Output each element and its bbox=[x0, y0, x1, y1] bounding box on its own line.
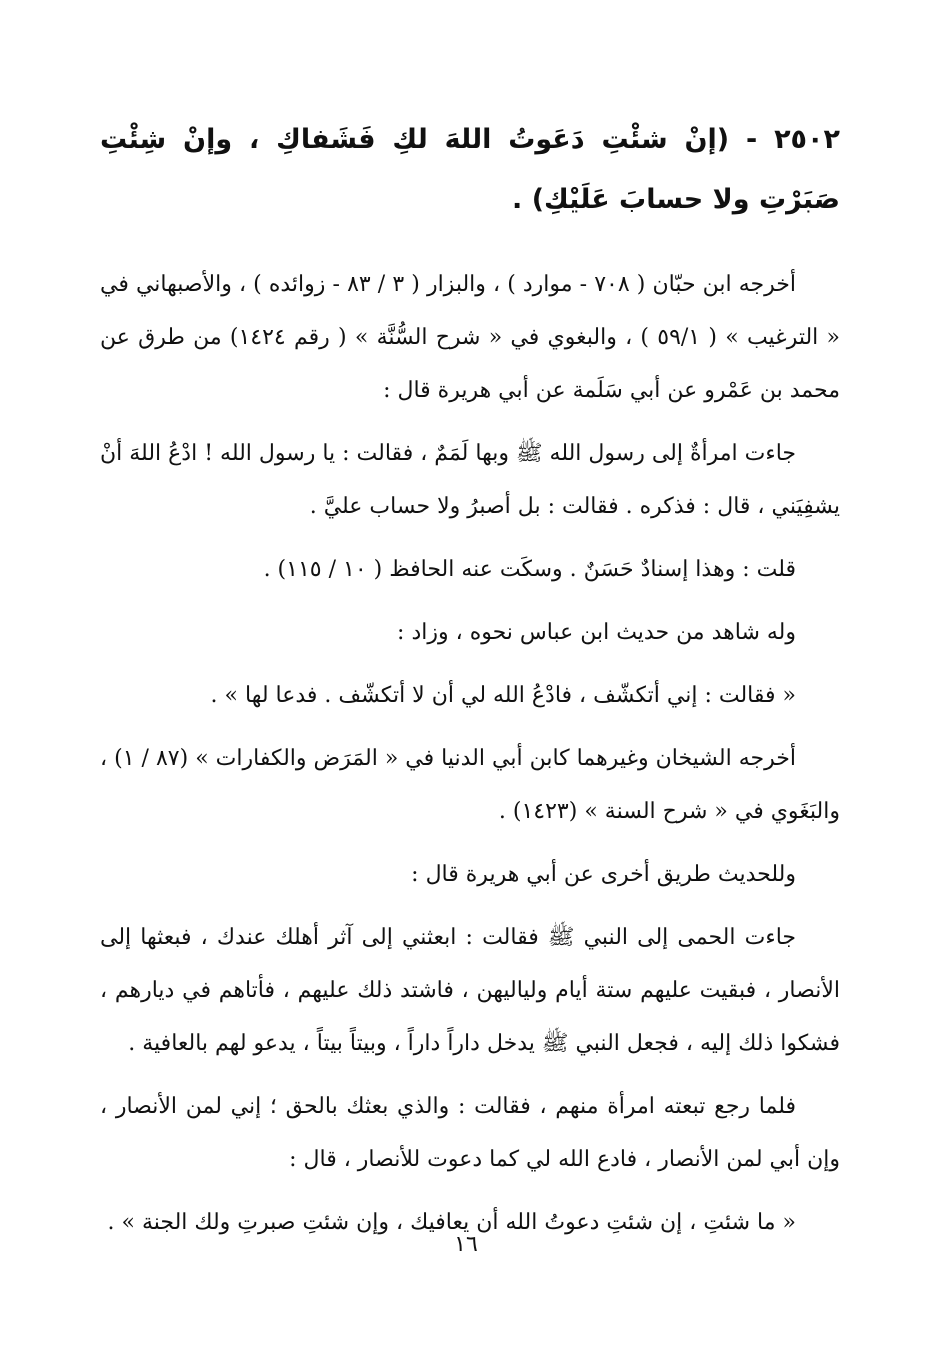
prophet-reply-paragraph: « ما شئتِ ، إن شئتِ دعوتُ الله أن يعافيك ، وإن شئتِ صبرتِ ولك الجنة » . bbox=[107, 1210, 796, 1235]
book-page bbox=[100, 110, 840, 1259]
page-number: ١٦ bbox=[454, 1232, 478, 1257]
another-route-intro-paragraph: وللحديث طريق أخرى عن أبي هريرة قال : bbox=[411, 862, 796, 887]
hadith-heading: ٢٥٠٢ - (إنْ شئْتِ دَعَوتُ اللهَ لكِ فَشَفاكِ ، وإنْ شِئْتِ صَبَرْتِ ولا حسابَ عَلَيْكِ) . bbox=[100, 124, 840, 215]
fever-narration-paragraph: جاءت الحمى إلى النبي ﷺ فقالت : ابعثني إلى آثر أهلك عندك ، فبعثها إلى الأنصار ، فبقيت عليهم ستة أيام ولياليهن ، فاشتد ذلك عليهم ، فأتاهم في ديارهم ، فشكوا ذلك إليه ، فجعل النبي ﷺ يدخل داراً داراً ، وبيتاً بيتاً ، يدعو لهم بالعافية . bbox=[100, 925, 840, 1056]
isnad-comment-paragraph: قلت : وهذا إسنادٌ حَسَنٌ . وسكَت عنه الحافظ ( ١٠ / ١١٥) . bbox=[263, 557, 796, 582]
shahid-text-paragraph: « فقالت : إني أتكشّف ، فادْعُ الله لي أن لا أتكشّف . فدعا لها » . bbox=[210, 683, 796, 708]
takhrij-paragraph: أخرجه ابن حبّان ( ٧٠٨ - موارد ) ، والبزار ( ٣ / ٨٣ - زوائده ) ، والأصبهاني في « الترغيب » ( ٥٩/١ ) ، والبغوي في « شرح السُّنَّة » ( رقم ١٤٢٤) من طرق عن محمد بن عَمْرو عن أبي سَلَمة عن أبي هريرة قال : bbox=[100, 272, 840, 403]
shahid-intro-paragraph: وله شاهد من حديث ابن عباس نحوه ، وزاد : bbox=[397, 620, 796, 645]
shahid-takhrij-paragraph: أخرجه الشيخان وغيرهما كابن أبي الدنيا في « المَرَض والكفارات » (٨٧ / ١) ، والبَغَوي في « شرح السنة » (١٤٢٣) . bbox=[100, 746, 840, 824]
woman-request-paragraph: فلما رجع تبعته امرأة منهم ، فقالت : والذي بعثك بالحق ؛ إني لمن الأنصار ، وإن أبي لمن الأنصار ، فادع الله لي كما دعوت للأنصار ، قال : bbox=[100, 1094, 840, 1172]
hadith-text-paragraph: جاءت امرأةٌ إلى رسول الله ﷺ وبها لَمَمٌ ، فقالت : يا رسول الله ! ادْعُ اللهَ أنْ يشفِيَني ، قال : فذكره . فقالت : بل أصبرُ ولا حساب عليَّ . bbox=[100, 441, 840, 519]
